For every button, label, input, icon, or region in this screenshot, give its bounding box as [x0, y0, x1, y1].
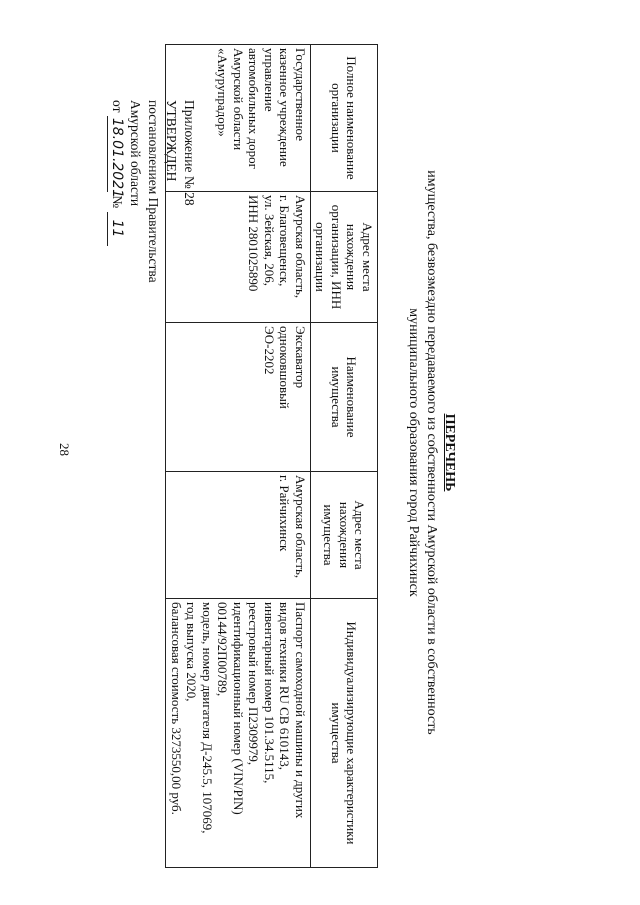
org-name-line: казенное учреждение	[277, 48, 293, 167]
cell-property-address	[166, 472, 311, 599]
org-address-line: Амурская область,	[293, 195, 308, 299]
approval-date-line	[107, 100, 126, 283]
org-name-line: управление	[262, 48, 277, 112]
approval-line-2: Амурской области	[128, 100, 143, 207]
approval-line-1: постановлением Правительства	[146, 100, 161, 283]
appendix-label: Приложение № 28	[182, 100, 197, 206]
org-address-line: ул. Зейская, 206,	[262, 195, 277, 287]
characteristic-line: год выпуска 2020,	[184, 602, 200, 702]
property-name-line: ЭО-2202	[262, 326, 277, 375]
org-name-line: Государственное	[293, 48, 308, 141]
date-prefix: от	[110, 100, 125, 113]
org-address-line: г. Благовещенск,	[277, 195, 293, 287]
property-address-line: г. Райчихинск	[277, 475, 293, 552]
approved-label: УТВЕРЖДЕН	[164, 100, 179, 182]
characteristic-line: 00144/92П00789,	[215, 602, 231, 697]
cell-org-address	[166, 192, 311, 323]
property-address-line: Амурская область,	[293, 475, 308, 579]
header-property-name: Наименование имущества	[311, 323, 378, 472]
header-org-name: Полное наименование организации	[311, 45, 378, 192]
cell-property-name	[166, 323, 311, 472]
characteristic-line: инвентарный номер 101.34.5115,	[262, 602, 277, 784]
header-property-address: Адрес места нахождения имущества	[311, 472, 378, 599]
characteristic-line: реестровый номер П2309979,	[246, 602, 262, 766]
document-title	[404, 0, 458, 905]
org-name-line: Амурской области	[231, 48, 246, 151]
org-name-line: «Амурупрадор»	[215, 48, 231, 137]
header-characteristics: Индивидуализирующие характеристики имущества	[311, 599, 378, 868]
title-line-2: муниципального образования город Райчихинск	[406, 308, 421, 597]
characteristic-line: балансовая стоимость 3273550,00 руб.	[169, 602, 184, 815]
handwritten-date: 18.01.2021	[109, 117, 125, 199]
characteristic-line: Паспорт самоходной машины и других	[293, 602, 308, 819]
number-prefix: №	[110, 195, 125, 209]
characteristic-line: модель, номер двигателя Д-245.5, 107069,	[200, 602, 215, 834]
header-org-address: Адрес места нахождения организации, ИНН организации	[311, 192, 378, 323]
cell-characteristics	[166, 599, 311, 868]
handwritten-number: 11	[107, 212, 126, 246]
characteristic-line: видов техники RU СВ 610143,	[277, 602, 293, 770]
table-header-row	[311, 45, 378, 868]
page-number: 28	[57, 443, 72, 456]
title-heading: ПЕРЕЧЕНЬ	[442, 413, 457, 492]
property-name-line: Экскаватор одноковшовый	[277, 326, 308, 409]
table-row	[166, 45, 311, 868]
org-address-line: ИНН 2801025890	[246, 195, 262, 292]
property-table	[166, 44, 379, 868]
org-name-line: автомобильных дорог	[246, 48, 262, 169]
title-line-1: имущества, безвозмездно передаваемого из собственности Амурской области в собственность	[424, 170, 439, 735]
characteristic-line: идентификационный номер (VIN/PIN)	[231, 602, 246, 815]
cell-org-name	[166, 45, 311, 192]
